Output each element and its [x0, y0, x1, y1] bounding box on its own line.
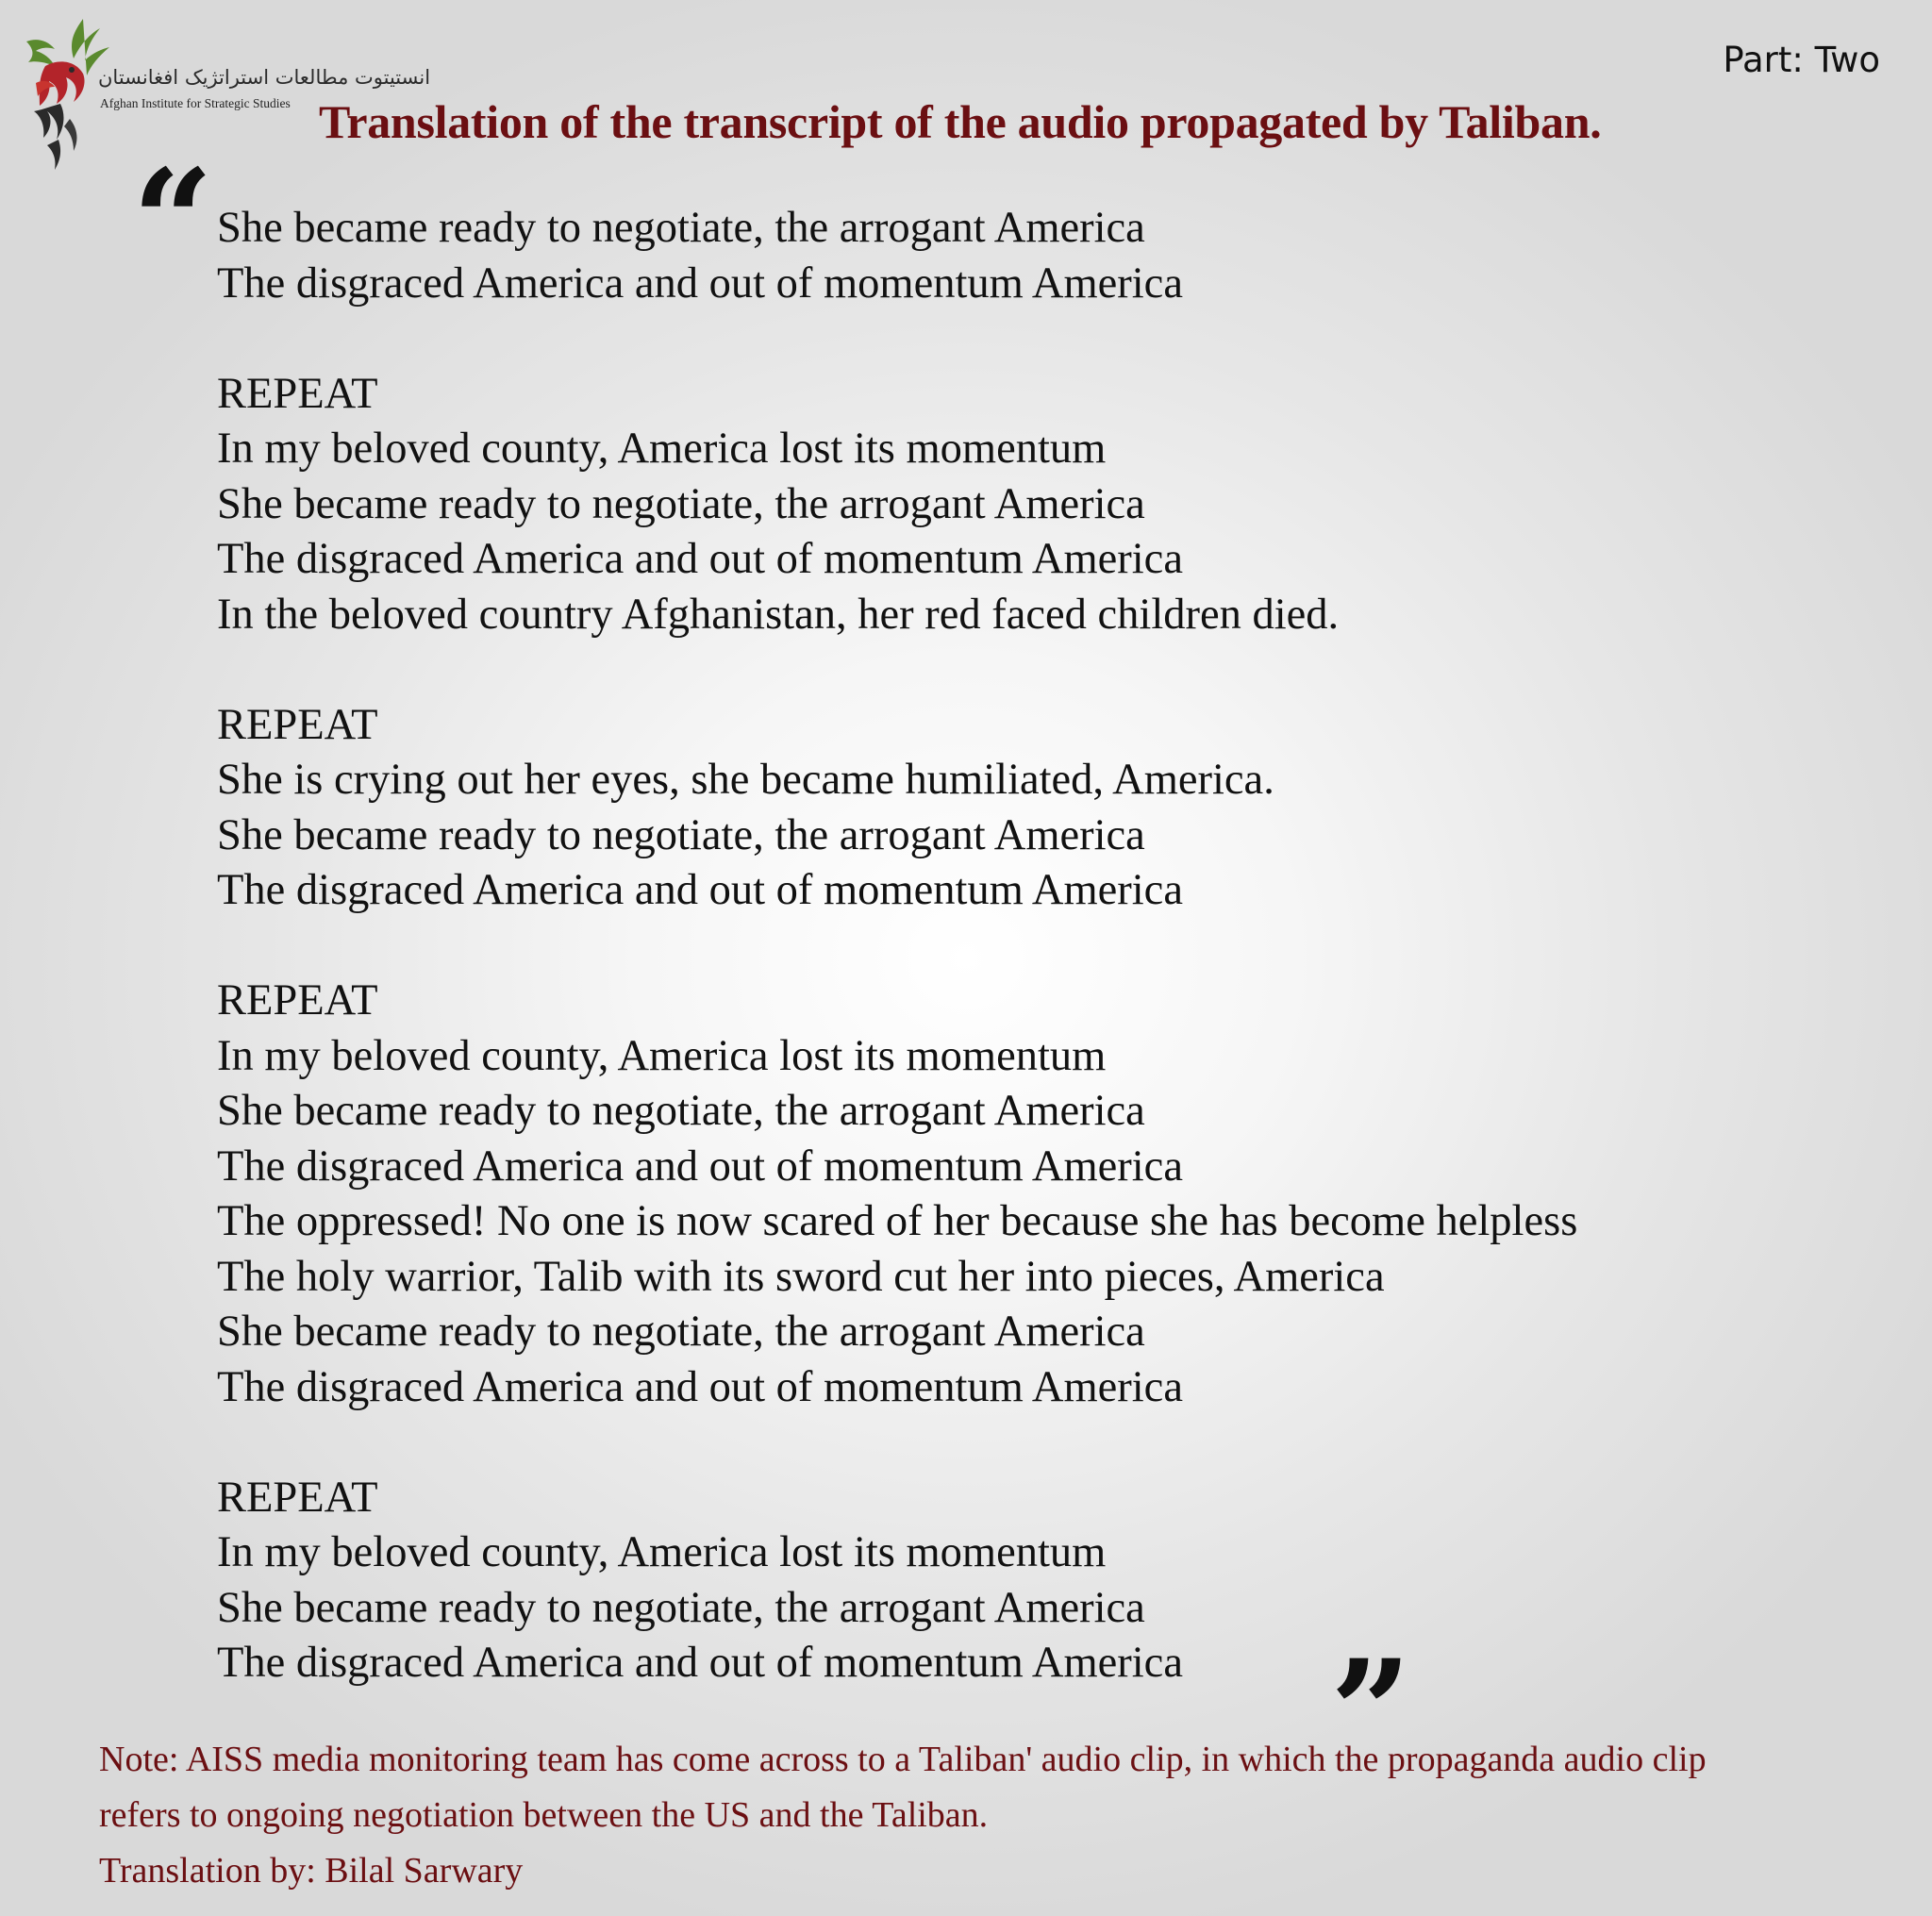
poem-line: She became ready to negotiate, the arrogant America: [217, 479, 1145, 528]
translation-credit: Translation by: Bilal Sarwary: [99, 1851, 524, 1891]
poem-line: In my beloved county, America lost its momentum: [217, 425, 1107, 473]
poem-line: In the beloved country Afghanistan, her red faced children died.: [217, 590, 1340, 639]
logo-persian-text: انستیتوت مطالعات استراتژیک افغانستان: [98, 66, 431, 89]
phoenix-logo-icon: [17, 13, 111, 174]
poem-line: She is crying out her eyes, she became humiliated, America.: [217, 756, 1274, 804]
poem-line: In my beloved county, America lost its momentum: [217, 1528, 1107, 1576]
poem-line: The disgraced America and out of momentum America: [217, 535, 1183, 583]
repeat-marker: REPEAT: [217, 976, 378, 1025]
stanza-gap: [217, 642, 1821, 698]
stanza-gap: [217, 919, 1821, 975]
poem-line: The disgraced America and out of momentum America: [217, 1639, 1183, 1687]
repeat-marker: REPEAT: [217, 1473, 378, 1522]
poem-line: She became ready to negotiate, the arrogant America: [217, 1308, 1145, 1356]
page-title: Translation of the transcript of the audio propagated by Taliban.: [319, 95, 1602, 148]
stanza-gap: [217, 1415, 1821, 1471]
note-block: [99, 1732, 1873, 1899]
poem-line: She became ready to negotiate, the arrogant America: [217, 1583, 1145, 1632]
poem-line: The disgraced America and out of momentum America: [217, 1141, 1183, 1191]
poem-transcript: [217, 201, 1821, 1691]
logo-english-text: Afghan Institute for Strategic Studies: [100, 96, 291, 110]
part-label: Part: Two: [1723, 40, 1880, 80]
poem-line: In my beloved county, America lost its momentum: [217, 1031, 1107, 1080]
poem-line: The disgraced America and out of momentum America: [217, 258, 1183, 308]
repeat-marker: REPEAT: [217, 369, 378, 418]
poem-line: She became ready to negotiate, the arrogant America: [217, 204, 1145, 252]
poem-line: The disgraced America and out of momentum America: [217, 866, 1183, 914]
poem-line: The holy warrior, Talib with its sword cut her into pieces, America: [217, 1252, 1385, 1301]
poem-line: She became ready to negotiate, the arrogant America: [217, 810, 1145, 859]
stanza-gap: [217, 311, 1821, 367]
close-quote-icon: ”: [1330, 1629, 1412, 1795]
poem-line: The oppressed! No one is now scared of her because she has become helpless: [217, 1197, 1578, 1245]
poem-line: She became ready to negotiate, the arrogant America: [217, 1087, 1145, 1135]
note-line-2: refers to ongoing negotiation between the US and the Taliban.: [99, 1795, 989, 1835]
poem-line: The disgraced America and out of momentum America: [217, 1362, 1183, 1411]
note-line-1: Note: AISS media monitoring team has come across to a Taliban' audio clip, in which the propaganda audio clip: [99, 1740, 1707, 1779]
open-quote-icon: “: [132, 139, 214, 305]
repeat-marker: REPEAT: [217, 700, 378, 749]
